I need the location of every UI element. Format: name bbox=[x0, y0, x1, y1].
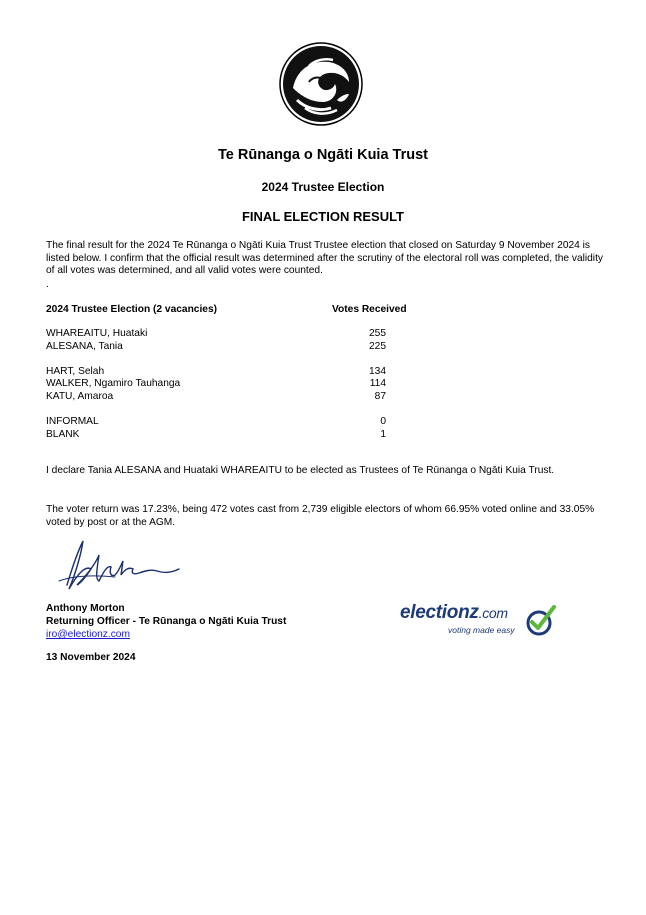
blank-label: BLANK bbox=[46, 429, 80, 440]
candidate-votes: 134 bbox=[369, 366, 386, 377]
table-header-label: 2024 Trustee Election (2 vacancies) bbox=[46, 304, 218, 315]
candidate-name: WHAREAITU, Huataki bbox=[46, 328, 148, 339]
electionz-word: electionz bbox=[400, 602, 479, 623]
election-title: 2024 Trustee Election bbox=[261, 180, 385, 194]
result-heading: FINAL ELECTION RESULT bbox=[241, 209, 405, 224]
checkmark-swirl-icon bbox=[524, 603, 558, 637]
document-date: 13 November 2024 bbox=[46, 652, 136, 663]
signatory-name: Anthony Morton bbox=[46, 603, 125, 614]
candidate-name: ALESANA, Tania bbox=[46, 341, 123, 352]
turnout-paragraph: The voter return was 17.23%, being 472 votes cast from 2,739 eligible electors of whom 66.95% voted online and 33.05% voted by post or at the AGM. bbox=[46, 504, 595, 528]
informal-label: INFORMAL bbox=[46, 416, 99, 427]
electionz-logo bbox=[400, 601, 560, 641]
organisation-title: Te Rūnanga o Ngāti Kuia Trust bbox=[218, 147, 428, 163]
candidate-votes: 225 bbox=[369, 341, 386, 352]
electionz-wordmark bbox=[400, 602, 508, 624]
candidate-votes: 114 bbox=[369, 378, 386, 389]
candidate-votes: 87 bbox=[374, 391, 386, 402]
intro-paragraph: The final result for the 2024 Te Rūnanga o Ngāti Kuia Trust Trustee election that closed on Saturday 9 November 2024 is listed below. I confirm that the official result was determined after the scrutiny of the electoral roll was completed, the validity of all votes was determined, and all valid votes were counted. bbox=[46, 240, 603, 277]
stray-dot: . bbox=[46, 279, 49, 290]
signatory-block bbox=[46, 602, 286, 641]
signature-image bbox=[55, 535, 185, 595]
signatory-email-link[interactable]: iro@electionz.com bbox=[46, 629, 130, 640]
informal-votes: 0 bbox=[380, 416, 386, 427]
candidate-name: HART, Selah bbox=[46, 366, 105, 377]
candidate-name: KATU, Amaroa bbox=[46, 391, 114, 402]
blank-votes: 1 bbox=[380, 429, 386, 440]
table-header-votes: Votes Received bbox=[332, 304, 407, 315]
candidate-votes: 255 bbox=[369, 328, 386, 339]
ngati-kuia-logo bbox=[279, 42, 363, 126]
declaration-paragraph: I declare Tania ALESANA and Huataki WHAREAITU to be elected as Trustees of Te Rūnanga o Ngāti Kuia Trust. bbox=[46, 465, 555, 476]
electionz-tagline: voting made easy bbox=[448, 625, 515, 635]
electionz-suffix: .com bbox=[478, 605, 508, 621]
candidate-name: WALKER, Ngamiro Tauhanga bbox=[46, 378, 181, 389]
signatory-role: Returning Officer - Te Rūnanga o Ngāti Kuia Trust bbox=[46, 616, 287, 627]
